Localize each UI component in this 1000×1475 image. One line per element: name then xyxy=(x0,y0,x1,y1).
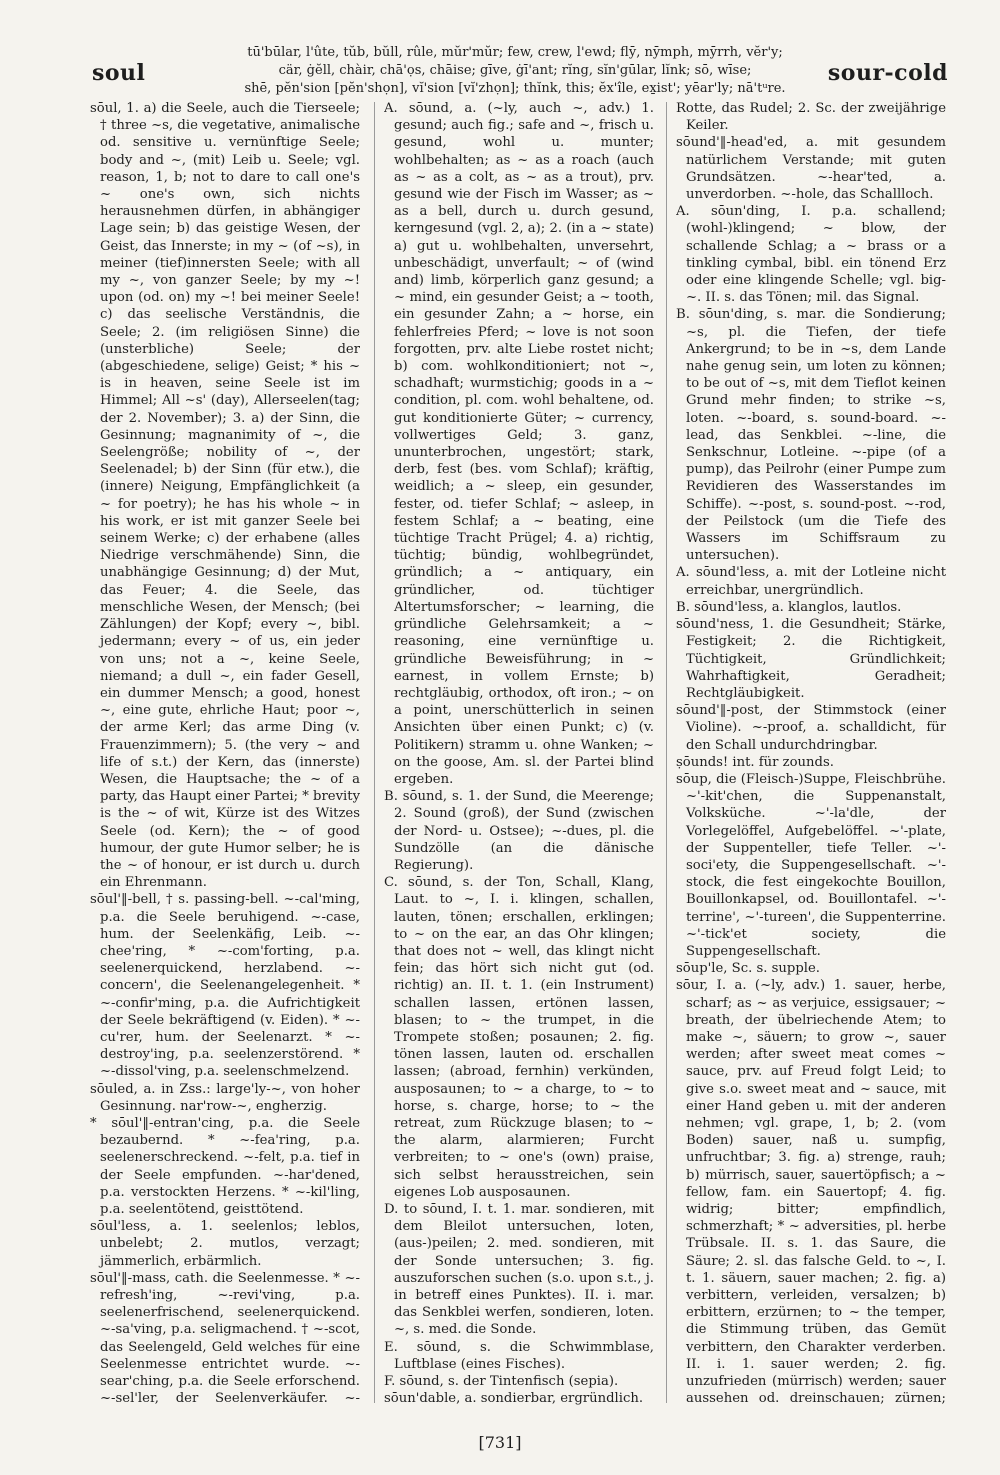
dictionary-entry: D. to sōund, I. t. 1. mar. sondieren, mit dem Bleilot untersuchen, loten, (aus-)peilen; 2. med. sondieren, mit der Sonde untersuchen; 3. fig. auszuforschen suchen (s.o. upon s.t., j. in betreff eines Punktes). II. i. mar. das Senkblei werfen, sondieren, loten. ~, s. med. die Sonde. xyxy=(384,1202,654,1338)
dictionary-entry: E. sōund, s. die Schwimmblase, Luftblase (eines Fisches). xyxy=(384,1339,654,1372)
dictionary-entry: sōund'ness, 1. die Gesundheit; Stärke, Festigkeit; 2. die Richtigkeit, Tüchtigkeit, Gründlichkeit; Wahrhaftigkeit, Geradheit; Rechtgläubigkeit. xyxy=(676,617,946,701)
pron-key-line: shē, pĕn'sion [pĕn'shọn], vĭ'sion [vĭ'zhọn]; thĭnk, this; ĕx'île, ex̱ist'; yēar'ly; nā'tᵘre. xyxy=(244,81,786,96)
dictionary-entry: ṣōunds! int. für zounds. xyxy=(676,754,834,770)
dictionary-entry: sōul, 1. a) die Seele, auch die Tierseele; † three ~s, die vegetative, animalische od. sensitive u. vernünftige Seele; body and ~, (mit) Leib u. Seele; vgl. reason, 1, b; not to dare to call one's ~ one's own, sich nichts herausnehmen dürfen, in abhängiger Lage sein; b) das geistige Wesen, der Geist, das Innerste; in my ~ (of ~s), in meiner (tief)innersten Seele; with all my ~, von ganzer Seele; by my ~! upon (od. on) my ~! bei meiner Seele! c) das seelische Verständnis, die Seele; 2. (im religiösen Sinne) die (unsterbliche) Seele; der (abgeschiedene, selige) Geist; * his ~ is in heaven, seine Seele ist im Himmel; All ~s' (day), Allerseelen(tag; der 2. November); 3. a) der Sinn, die Gesinnung; magnanimity of ~, die Seelengröße; nobility of ~, der Seelenadel; b) der Sinn (für etw.), die (innere) Neigung, Empfänglichkeit (a ~ for poetry); he has his whole ~ in his work, er ist mit ganzer Seele bei seinem Werke; c) der erhabene (alles Niedrige verschmähende) Sinn, die unabhängige Gesinnung; d) der Mut, das Feuer; 4. die Seele, das menschliche Wesen, der Mensch; (bei Zählungen) der Kopf; every ~, bibl. jedermann; every ~ of us, ein jeder von uns; not a ~, keine Seele, niemand; a dull ~, ein fader Gesell, ein dummer Mensch; a good, honest ~, eine gute, ehrliche Haut; poor ~, der arme Kerl; das arme Ding (v. Frauenzimmern); 5. (the very ~ and life of s.t.) der Kern, das (innerste) Wesen, die Hauptsache; the ~ of a party, das Haupt einer Partei; * brevity is the ~ of wit, Kürze ist des Witzes Seele (od. Kern); the ~ of good humour, der gute Humor selber; he is the ~ of honour, er ist durch u. durch ein Ehrenmann. xyxy=(90,101,360,891)
column-divider xyxy=(374,102,375,1403)
column-1 xyxy=(90,100,360,1405)
dictionary-entry: sōul'‖-bell, † s. passing-bell. ~-cal'ming, p.a. die Seele beruhigend. ~-case, hum. der Seelenkäfig, Leib. ~-chee'ring, * ~-com'forting, p.a. seelenerquickend, herzlabend. ~-concern', die Seelenangelegenheit. * ~-confir'ming, p.a. die Aufrichtigkeit der Seele bekräftigend (v. Eiden). * ~-cu'rer, hum. der Seelenarzt. * ~-destroy'ing, p.a. seelenzerstörend. * ~-dissol'ving, p.a. seelenschmelzend. xyxy=(90,892,360,1080)
column-3 xyxy=(676,100,946,1405)
dictionary-entry: sōul'‖-mass, cath. die Seelenmesse. * ~-refresh'ing, ~-revi'ving, p.a. seelenerfrischend, seelenerquickend. ~-sa'ving, p.a. seligmachend. † ~-scot, das Seelengeld, Geld welches für eine Seelenmesse entrichtet wurde. ~-sear'ching, p.a. die Seele erforschend. ~-sel'ler, der Seelenverkäufer. ~- xyxy=(90,1270,360,1405)
pronunciation-key xyxy=(235,44,795,98)
dictionary-entry: sōun'dable, a. sondierbar, ergründlich. xyxy=(384,1391,644,1405)
dictionary-entry: B. sōund, s. 1. der Sund, die Meerenge; 2. Sound (groß), der Sund (zwischen der Nord- u. Ostsee); ~-dues, pl. die Sundzölle (an die dänische Regierung). xyxy=(384,789,654,873)
dictionary-entry: A. sōund, a. (~ly, auch ~, adv.) 1. gesund; auch fig.; safe and ~, frisch u. gesund, wohl u. munter; wohlbehalten; as ~ as a roach (auch as ~ as a colt, as ~ as a trout), prv. gesund wie der Fisch im Wasser; as ~ as a bell, durch u. durch gesund, kerngesund (vgl. 2, a); 2. (in a ~ state) a) gut u. wohlbehalten, unversehrt, unbeschädigt, unverfault; ~ of (wind and) limb, körperlich ganz gesund; a ~ mind, ein gesunder Geist; a ~ tooth, ein gesunder Zahn; a ~ horse, ein fehlerfreies Pferd; ~ love is not soon forgotten, prv. alte Liebe rostet nicht; b) com. wohlkonditioniert; not ~, schadhaft; wurmstichig; goods in a ~ condition, pl. com. wohl behaltene, od. gut konditionierte Güter; ~ currency, vollwertiges Geld; 3. ganz, ununterbrochen, ungestört; stark, derb, fest (bes. vom Schlaf); kräftig, weidlich; a ~ sleep, ein gesunder, fester, od. tiefer Schlaf; ~ asleep, in festem Schlaf; a ~ beating, eine tüchtige Tracht Prügel; 4. a) richtig, tüchtig; bündig, wohlbegründet, gründlich; a ~ antiquary, ein gründlicher, od. tüchtiger Altertumsforscher; ~ learning, die gründliche Gelehrsamkeit; a ~ reasoning, eine vernünftige u. gründliche Beweisführung; in ~ earnest, in vollem Ernste; b) rechtgläubig, orthodox, oft iron.; ~ on a point, unerschütterlich in seinen Ansichten über einen Punkt; c) (v. Politikern) stramm u. ohne Wanken; ~ on the goose, Am. sl. der Partei blind ergeben. xyxy=(384,101,654,787)
column-divider xyxy=(666,102,667,1403)
dictionary-entry: sōup, die (Fleisch-)Suppe, Fleischbrühe. ~'-kit'chen, die Suppenanstalt, Volksküche. ~'-la'dle, der Vorlegelöffel, Aufgebelöffel. ~'-plate, der Suppenteller, tiefe Teller. ~'-soci'ety, die Suppengesellschaft. ~'-stock, die fest eingekochte Bouillon, Bouillonkapsel, od. Bouillontafel. ~'-terrine', ~'-tureen', die Suppenterrine. ~'-tick'et society, die Suppengesellschaft. xyxy=(676,771,946,959)
running-head-right: sour-cold xyxy=(827,60,948,86)
pron-key-line: tū'būlar, l'ûte, tŭb, bŭll, rûle, mŭr'mŭr; few, crew, l'ewd; flȳ, nȳmph, mȳrrh, vĕr'y; xyxy=(247,45,783,60)
dictionary-entry: Rotte, das Rudel; 2. Sc. der zweijährige Keiler. xyxy=(676,101,946,134)
running-head-left: soul xyxy=(92,60,146,86)
dictionary-entry: F. sōund, s. der Tintenfisch (sepia). xyxy=(384,1374,619,1390)
dictionary-entry: A. sōund'less, a. mit der Lotleine nicht erreichbar, unergründlich. xyxy=(676,565,946,598)
dictionary-entry: sōul'less, a. 1. seelenlos; leblos, unbelebt; 2. mutlos, verzagt; jämmerlich, erbärmlich. xyxy=(90,1219,360,1269)
dictionary-entry: C. sōund, s. der Ton, Schall, Klang, Laut. to ~, I. i. klingen, schallen, lauten, tönen; erschallen, erklingen; to ~ on the ear, an das Ohr klingen; that does not ~ well, das klingt nicht fein; das hört sich nicht gut (od. richtig) an. II. t. 1. (ein Instrument) schallen lassen, ertönen lassen, blasen; to ~ the trumpet, in die Trompete stoßen; posaunen; 2. fig. tönen lassen, lauten od. erschallen lassen; (abroad, fernhin) verkünden, ausposaunen; to ~ a charge, to ~ to horse, s. charge, horse; to ~ the retreat, zum Rückzuge blasen; to ~ the alarm, alarmieren; Furcht verbreiten; to ~ one's (own) praise, sich selbst herausstreichen, sein eigenes Lob ausposaunen. xyxy=(384,875,654,1200)
dictionary-entry: sōund'‖-post, der Stimmstock (einer Violine). ~-proof, a. schalldicht, für den Schall undurchdringbar. xyxy=(676,703,946,753)
dictionary-entry: B. sōund'less, a. klanglos, lautlos. xyxy=(676,599,902,615)
dictionary-entry: sōur, I. a. (~ly, adv.) 1. sauer, herbe, scharf; as ~ as verjuice, essigsauer; ~ breath, der übelriechende Atem; to make ~, säuern; to grow ~, sauer werden; after sweet meat comes ~ sauce, prv. auf Freud folgt Leid; to give s.o. sweet meat and ~ sauce, mit einer Hand geben u. mit der anderen nehmen; vgl. grape, 1, b; 2. (vom Boden) sauer, naß u. sumpfig, unfruchtbar; 3. fig. a) strenge, rauh; b) mürrisch, sauer, sauertöpfisch; a ~ fellow, fam. ein Sauertopf; 4. fig. widrig; bitter; empfindlich, schmerzhaft; * ~ adversities, pl. herbe Trübsale. II. s. 1. das Saure, die Säure; 2. sl. das falsche Geld. to ~, I. t. 1. säuern, sauer machen; 2. fig. a) verbittern, verleiden, versalzen; b) erbittern, erzürnen; to ~ the temper, die Stimmung trüben, das Gemüt verbittern, den Charakter verderben. II. i. 1. sauer werden; 2. fig. unzufrieden (mürrisch) werden; sauer aussehen od. dreinschauen; zürnen; xyxy=(676,978,946,1405)
dictionary-entry: B. sōun'ding, s. mar. die Sondierung; ~s, pl. die Tiefen, der tiefe Ankergrund; to be in ~s, dem Lande nahe genug sein, um loten zu können; to be out of ~s, mit dem Tieflot keinen Grund mehr finden; to strike ~s, loten. ~-board, s. sound-board. ~-lead, das Senkblei. ~-line, die Senkschnur, Lotleine. ~-pipe (of a pump), das Peilrohr (einer Pumpe zum Revidieren des Wasserstandes im Schiffe). ~-post, s. sound-post. ~-rod, der Peilstock (um die Tiefe des Wassers im Schiffsraum zu untersuchen). xyxy=(676,307,946,564)
dictionary-entry: sōund'‖-head'ed, a. mit gesundem natürlichem Verstande; mit guten Grundsätzen. ~-hear'ted, a. unverdorben. ~-hole, das Schallloch. xyxy=(676,135,946,203)
dictionary-entry: A. sōun'ding, I. p.a. schallend; (wohl-)klingend; ~ blow, der schallende Schlag; a ~ brass or a tinkling cymbal, bibl. ein tönend Erz oder eine klingende Schelle; vgl. big-~. II. s. das Tönen; mil. das Signal. xyxy=(676,204,946,306)
dictionary-entry: * sōul'‖-entran'cing, p.a. die Seele bezaubernd. * ~-fea'ring, p.a. seelenerschreckend. ~-felt, p.a. tief in der Seele empfunden. ~-har'dened, p.a. verstockten Herzens. * ~-kil'ling, p.a. seelentötend, geisttötend. xyxy=(90,1115,360,1217)
pron-key-line: cär, ġĕll, chàir, chā'ọs, chāise; gīve, ġī'ant; rĭng, sĭn'gūlar, lĭnk; sō, wīse; xyxy=(278,63,752,78)
dictionary-entry: sōuled, a. in Zss.: large'ly-~, von hoher Gesinnung. nar'row-~, engherzig. xyxy=(90,1081,360,1114)
page-number: [731] xyxy=(478,1433,522,1452)
column-2 xyxy=(384,100,654,1405)
dictionary-entry: sōup'le, Sc. s. supple. xyxy=(676,961,820,977)
